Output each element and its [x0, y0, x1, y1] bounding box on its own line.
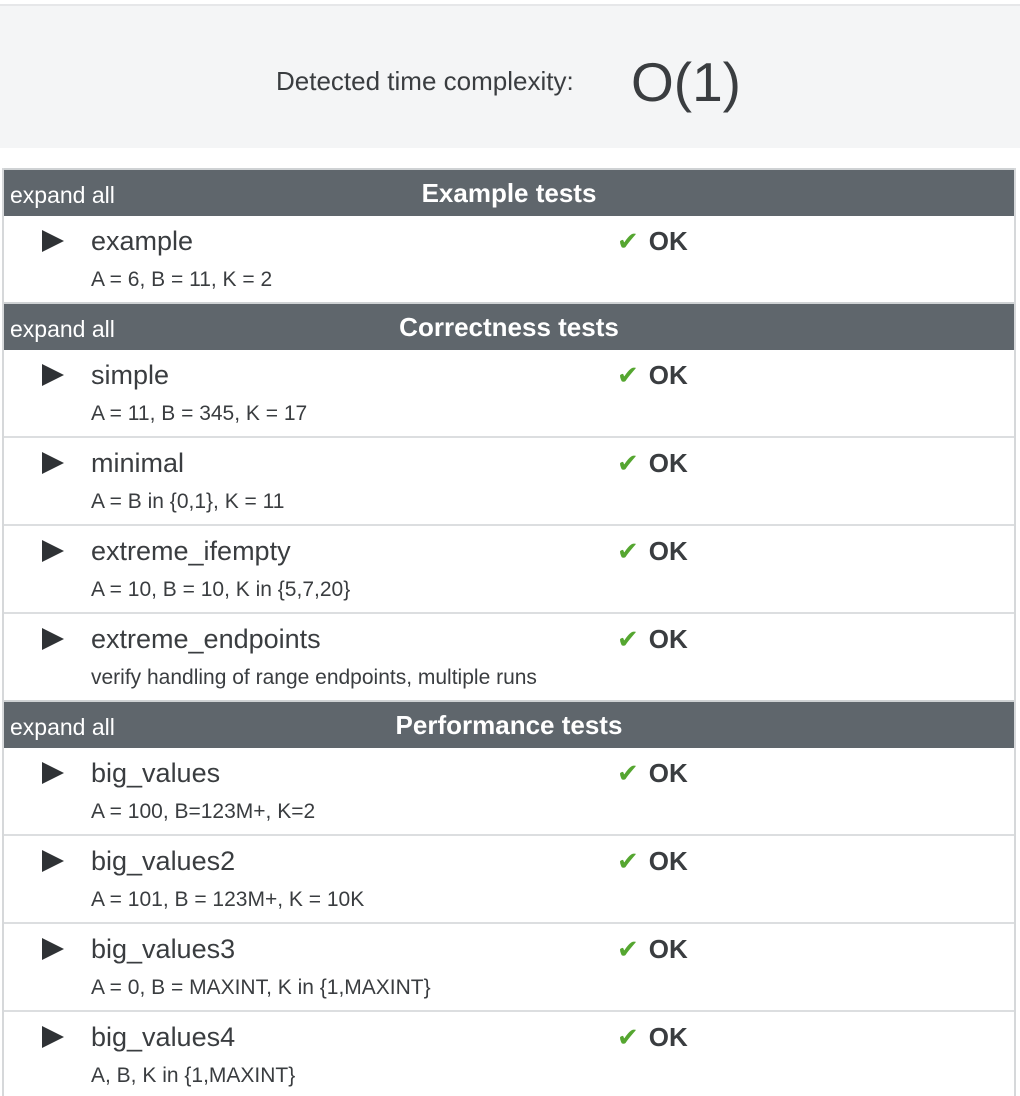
status-ok [617, 1022, 688, 1053]
test-description: A = 100, B=123M+, K=2 [91, 800, 316, 823]
test-row[interactable] [4, 748, 1014, 836]
expand-all-button[interactable]: expand all [10, 714, 115, 740]
complexity-value: O(1) [631, 51, 741, 113]
check-icon: ✔ [617, 536, 639, 566]
test-row[interactable] [4, 1012, 1014, 1096]
section-header-correctness [4, 302, 1014, 350]
test-name[interactable]: minimal [91, 448, 185, 478]
status-label: OK [648, 226, 688, 256]
expand-triangle-icon[interactable] [42, 1026, 64, 1048]
status-ok [617, 360, 688, 391]
status-ok [617, 536, 688, 567]
check-icon: ✔ [617, 934, 639, 964]
expand-triangle-icon[interactable] [42, 452, 64, 474]
test-description: A = B in {0,1}, K = 11 [91, 490, 285, 513]
test-row[interactable] [4, 216, 1014, 302]
check-icon: ✔ [617, 448, 639, 478]
status-ok [617, 846, 688, 877]
expand-triangle-icon[interactable] [42, 230, 64, 252]
status-ok [617, 624, 688, 655]
status-ok [617, 758, 688, 789]
test-row[interactable] [4, 350, 1014, 438]
status-label: OK [648, 536, 688, 566]
test-name[interactable]: big_values [91, 758, 221, 788]
check-icon: ✔ [617, 1022, 639, 1052]
expand-all-button[interactable]: expand all [10, 182, 115, 208]
test-name[interactable]: simple [91, 360, 170, 390]
status-label: OK [648, 846, 688, 876]
status-ok [617, 934, 688, 965]
test-name[interactable]: example [91, 226, 194, 256]
test-name[interactable]: big_values3 [91, 934, 236, 964]
check-icon: ✔ [617, 846, 639, 876]
expand-all-button[interactable]: expand all [10, 316, 115, 342]
section-title: Correctness tests [399, 312, 619, 342]
test-description: A = 0, B = MAXINT, K in {1,MAXINT} [91, 976, 431, 999]
test-name[interactable]: extreme_endpoints [91, 624, 321, 654]
status-label: OK [648, 758, 688, 788]
test-name[interactable]: extreme_ifempty [91, 536, 291, 566]
status-label: OK [648, 360, 688, 390]
test-description: A = 11, B = 345, K = 17 [91, 402, 308, 425]
test-name[interactable]: big_values2 [91, 846, 236, 876]
expand-triangle-icon[interactable] [42, 938, 64, 960]
section-header-performance [4, 700, 1014, 748]
test-description: A, B, K in {1,MAXINT} [91, 1064, 296, 1087]
test-name[interactable]: big_values4 [91, 1022, 236, 1052]
test-description: A = 101, B = 123M+, K = 10K [91, 888, 365, 911]
check-icon: ✔ [617, 624, 639, 654]
complexity-label: Detected time complexity: [276, 66, 574, 96]
test-description: A = 10, B = 10, K in {5,7,20} [91, 578, 351, 601]
expand-triangle-icon[interactable] [42, 850, 64, 872]
status-label: OK [648, 1022, 688, 1052]
section-title: Performance tests [395, 710, 623, 740]
test-row[interactable] [4, 614, 1014, 700]
expand-triangle-icon[interactable] [42, 364, 64, 386]
test-row[interactable] [4, 924, 1014, 1012]
status-label: OK [648, 934, 688, 964]
test-row[interactable] [4, 526, 1014, 614]
test-row[interactable] [4, 836, 1014, 924]
status-label: OK [648, 448, 688, 478]
test-row[interactable] [4, 438, 1014, 526]
check-icon: ✔ [617, 360, 639, 390]
complexity-panel [0, 4, 1020, 148]
test-description: verify handling of range endpoints, multiple runs [91, 666, 537, 689]
test-description: A = 6, B = 11, K = 2 [91, 268, 273, 291]
status-ok [617, 448, 688, 479]
expand-triangle-icon[interactable] [42, 628, 64, 650]
status-ok [617, 226, 688, 257]
status-label: OK [648, 624, 688, 654]
check-icon: ✔ [617, 758, 639, 788]
expand-triangle-icon[interactable] [42, 540, 64, 562]
section-title: Example tests [421, 178, 597, 208]
test-results-table [2, 168, 1016, 1096]
expand-triangle-icon[interactable] [42, 762, 64, 784]
section-header-example [4, 168, 1014, 216]
check-icon: ✔ [617, 226, 639, 256]
